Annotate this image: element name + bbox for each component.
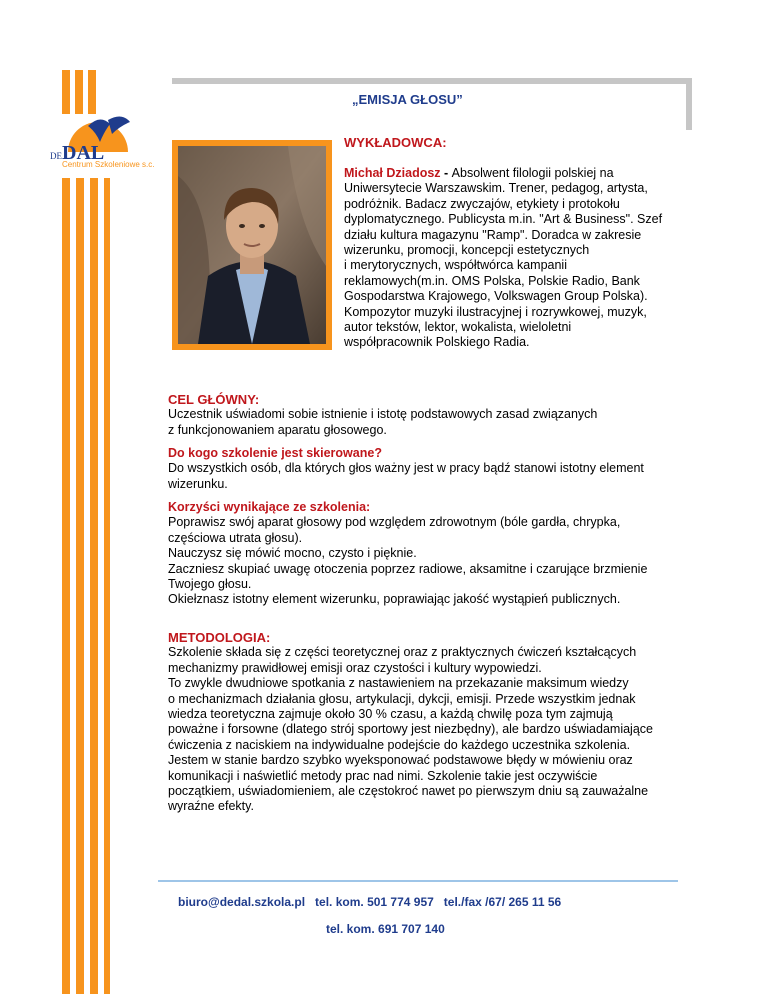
header-frame-top [172, 78, 692, 84]
methodology-line: mechanizmy prawidłowej emisji oraz czystości i kultury wypowiedzi. [168, 660, 542, 675]
benefits-line: Zaczniesz skupiać uwagę otoczenia poprzez radiowe, aksamitne i czarujące brzmienie [168, 561, 648, 576]
lecturer-photo-frame [172, 140, 332, 350]
goal-line: z funkcjonowaniem aparatu głosowego. [168, 422, 387, 437]
logo-subtitle: Centrum Szkoleniowe s.c. [62, 160, 155, 169]
audience-line: Do wszystkich osób, dla których głos ważny jest w pracy bądź stanowi istotny element [168, 461, 644, 476]
bio-line: wizerunku, promocji, koncepcji estetycznych [344, 243, 590, 258]
footer-phone: tel. kom. 691 707 140 [326, 922, 445, 936]
bio-line: podróżnik. Badacz zwyczajów, etykiety i protokołu [344, 196, 620, 211]
header-frame-right [686, 78, 692, 130]
footer-contact: biuro@dedal.szkola.pl tel. kom. 501 774 957 tel./fax /67/ 265 11 56 [178, 895, 562, 909]
logo-name: DAL [62, 142, 105, 164]
methodology-line: komunikacji i naświetlić metody prac nad nimi. Szkolenie takie jest oczywiście [168, 768, 598, 783]
methodology-line: ćwiczenia z naciskiem na indywidualne podejście do każdego uczestnika szkolenia. [168, 737, 631, 752]
bio-line: działu kultura magazynu "Ramp". Doradca w zakresie [344, 227, 642, 242]
bio-line: współpracownik Polskiego Radia. [344, 335, 530, 350]
methodology-line: Jestem w stanie bardzo szybko wyeksponować podstawowe błędy w mówieniu oraz [168, 753, 633, 768]
methodology-line: początkiem, uświadomieniem, ale częstokroć nawet po pierwszym dniu są zauważalne [168, 784, 649, 799]
bio-line: reklamowych(m.in. OMS Polska, Polskie Radio, Bank [344, 273, 640, 288]
audience-section [168, 446, 678, 492]
audience-line: wizerunku. [168, 476, 228, 491]
audience-heading: Do kogo szkolenie jest skierowane? [168, 446, 382, 460]
bio-line: Kompozytor muzyki ilustracyjnej i rozrywkowej, muzyk, [344, 304, 647, 319]
benefits-line: Okiełznasz istotny element wizerunku, poprawiając jakość wystąpień publicznych. [168, 592, 621, 607]
lecturer-photo [178, 146, 326, 344]
benefits-section [168, 500, 678, 608]
methodology-line: Szkolenie składa się z części teoretycznej oraz z praktycznych ćwiczeń kształcących [168, 645, 637, 660]
benefits-heading: Korzyści wynikające ze szkolenia: [168, 500, 371, 514]
lecturer-bio [344, 166, 689, 351]
bio-line: Gospodarstwa Krajowego, Volkswagen Group Polska). [344, 289, 648, 304]
benefits-line: Poprawisz swój aparat głosowy pod względem zdrowotnym (bóle gardła, chrypka, [168, 515, 621, 530]
methodology-heading: METODOLOGIA: [168, 630, 271, 645]
methodology-line: o mechanizmach działania głosu, artykulacji, dykcji, emisji. Przede wszystkim jednak [168, 691, 636, 706]
methodology-line: wiedza teoretyczna zajmuje około 30 % czasu, a każdą chwilę poza tym zajmują [168, 707, 613, 722]
bio-line: autor tekstów, lektor, wokalista, wieloletni [344, 320, 572, 335]
bio-line: dyplomatycznego. Publicysta m.in. "Art & Business". Szef [344, 212, 663, 227]
decorative-stripe [90, 178, 98, 994]
methodology-line: wyraźne efekty. [168, 799, 254, 814]
bio-line: i merytorycznych, współtwórca kampanii [344, 258, 567, 273]
goal-line: Uczestnik uświadomi sobie istnienie i istotę podstawowych zasad związanych [168, 407, 598, 422]
benefits-line: Nauczysz się mówić mocno, czysto i pięknie. [168, 546, 417, 561]
footer-divider [158, 880, 678, 882]
bio-line: Uniwersytecie Warszawskim. Trener, pedagog, artysta, [344, 181, 648, 196]
methodology-line: poważne i forsowne (dlatego strój sportowy jest niezbędny), ale bardzo uświadamiające [168, 722, 653, 737]
lecturer-separator: - [440, 166, 452, 180]
bio-line: Absolwent filologii polskiej na [451, 166, 614, 180]
benefits-line: częściowa utrata głosu). [168, 530, 303, 545]
goal-section [168, 392, 678, 438]
decorative-stripe [104, 178, 110, 994]
decorative-stripe [76, 178, 84, 994]
goal-heading: CEL GŁÓWNY: [168, 392, 260, 407]
decorative-stripe [62, 178, 70, 994]
page-title: „EMISJA GŁOSU” [352, 92, 463, 107]
methodology-line: To zwykle dwudniowe spotkania z nastawieniem na przekazanie maksimum wiedzy [168, 676, 629, 691]
logo-prefix: DE [50, 151, 62, 161]
methodology-section [168, 630, 678, 815]
lecturer-name: Michał Dziadosz [344, 166, 441, 180]
benefits-line: Twojego głosu. [168, 577, 252, 592]
lecturer-heading: WYKŁADOWCA: [344, 135, 447, 150]
